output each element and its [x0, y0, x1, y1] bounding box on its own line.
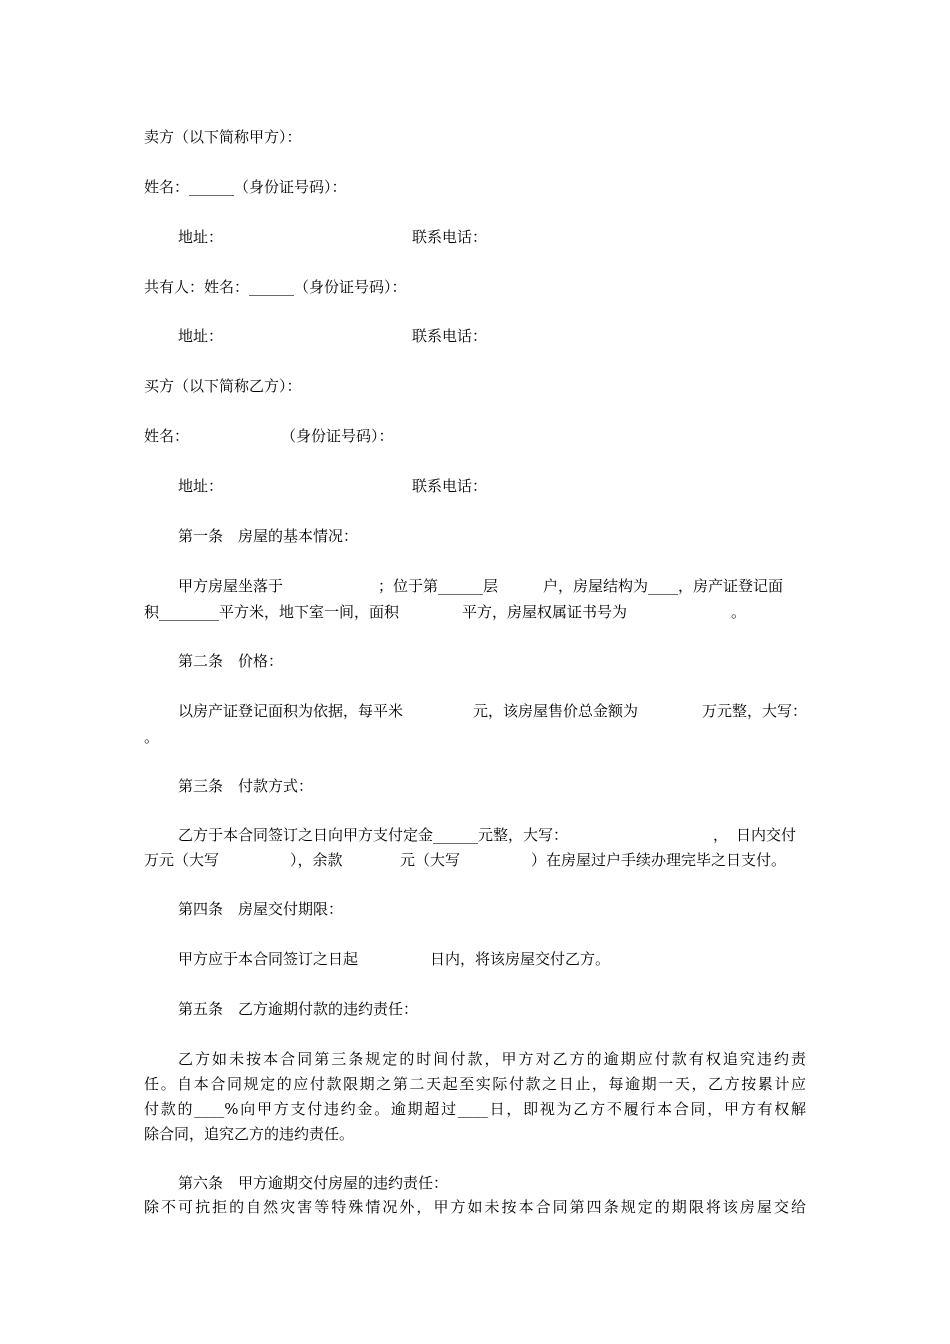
article-5-title: 第五条 乙方逾期付款的违约责任：: [178, 1000, 419, 1018]
seller-phone: 联系电话：: [412, 228, 488, 246]
article-5-line: 乙方如未按本合同第三条规定的时间付款，甲方对乙方的逾期应付款有权追究违约责: [178, 1050, 806, 1068]
article-5-line: 付款的____%向甲方支付违约金。逾期超过____日，即视为乙方不履行本合同，甲方有权解: [144, 1100, 806, 1118]
article-3-text: 乙方于本合同签订之日向甲方支付定金______元整，大写：: [178, 826, 569, 844]
co-owner-name: 共有人：姓名：______（身份证号码）：: [144, 278, 407, 296]
buyer-name-label: 姓名：: [144, 427, 190, 445]
article-3-text: ）在房屋过户手续办理完毕之日支付。: [531, 851, 787, 869]
article-1-title: 第一条 房屋的基本情况：: [178, 527, 359, 545]
article-6-title: 第六条 甲方逾期交付房屋的违约责任：: [178, 1174, 449, 1192]
article-3-text: 万元（大写: [144, 851, 220, 869]
article-5-line: 除合同，追究乙方的违约责任。: [144, 1125, 355, 1143]
co-owner-phone: 联系电话：: [412, 327, 488, 345]
article-3-text: ），余款: [290, 851, 343, 869]
article-4-text: 甲方应于本合同签订之日起: [178, 950, 359, 968]
article-2-text: 。: [144, 728, 160, 746]
buyer-phone: 联系电话：: [412, 477, 488, 495]
buyer-address: 地址：: [178, 477, 224, 495]
article-1-text: ；位于第______层: [378, 577, 499, 595]
article-2-title: 第二条 价格：: [178, 652, 284, 670]
article-3-text: 元（大写: [400, 851, 461, 869]
seller-address: 地址：: [178, 228, 224, 246]
article-3-text: 日内交付: [736, 826, 797, 844]
article-4-title: 第四条 房屋交付期限：: [178, 900, 344, 918]
article-3-text: ，: [713, 826, 729, 844]
article-1-text: 甲方房屋坐落于: [178, 577, 284, 595]
article-3-title: 第三条 付款方式：: [178, 777, 314, 795]
article-6-line: 除不可抗拒的自然灾害等特殊情况外，甲方如未按本合同第四条规定的期限将该房屋交给: [144, 1198, 806, 1216]
article-1-text: 积________平方米，地下室一间，面积: [144, 603, 400, 621]
buyer-id-label: （身份证号码）：: [281, 427, 394, 445]
article-5-line: 任。自本合同规定的应付款限期之第二天起至实际付款之日止，每逾期一天，乙方按累计应: [144, 1075, 806, 1093]
article-2-text: 万元整，大写：: [702, 702, 808, 720]
buyer-header: 买方（以下简称乙方）：: [144, 377, 302, 395]
article-4-text: 日内，将该房屋交付乙方。: [430, 950, 611, 968]
article-2-text: 元，该房屋售价总金额为: [473, 702, 639, 720]
article-1-text: 平方，房屋权属证书号为: [462, 603, 628, 621]
article-2-text: 以房产证登记面积为依据，每平米: [178, 702, 404, 720]
article-1-text: 户，房屋结构为____，房产证登记面: [543, 577, 784, 595]
co-owner-address: 地址：: [178, 327, 224, 345]
article-1-text: 。: [731, 603, 747, 621]
seller-header: 卖方（以下简称甲方）：: [144, 128, 302, 146]
seller-name: 姓名：______（身份证号码）：: [144, 178, 347, 196]
